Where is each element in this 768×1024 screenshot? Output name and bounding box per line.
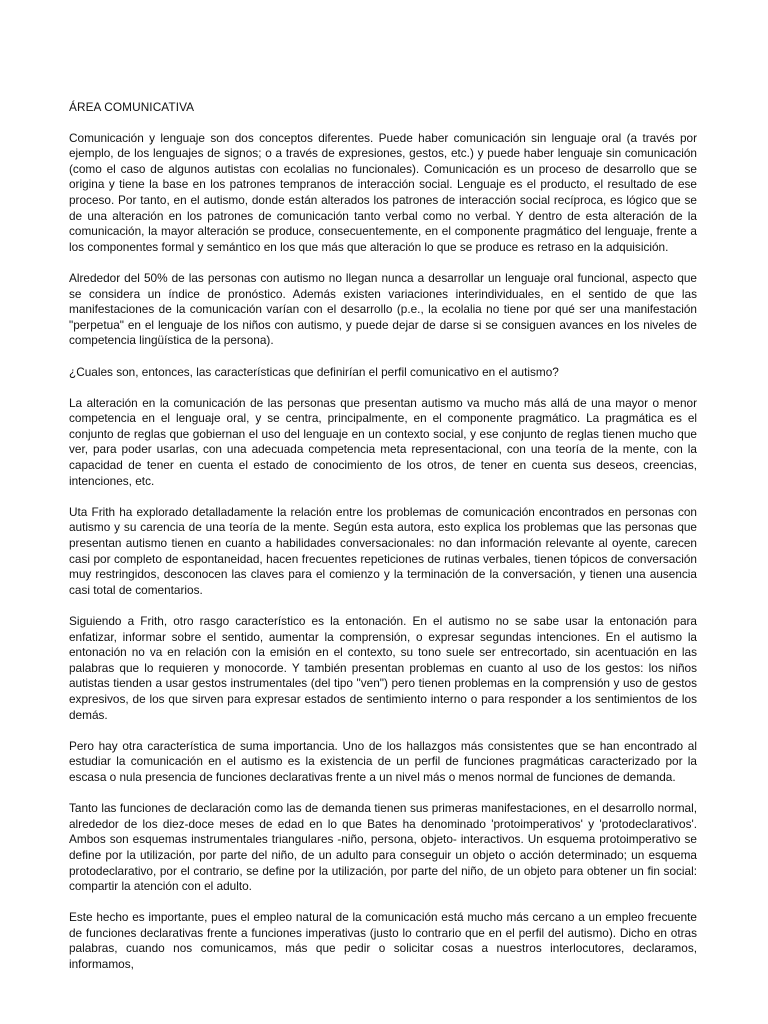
paragraph-1: Comunicación y lenguaje son dos conceptos diferentes. Puede haber comunicación sin lenguaje oral (a través por ejemplo, de los lenguajes de signos; o a través de expresiones, gestos, etc.) y puede haber lenguaje sin comunicación (como el caso de algunos autistas con ecolalias no funcionales). Comunicación es un proceso de desarrollo que se origina y tiene la base en los patrones tempranos de interacción social. Lenguaje es el producto, el resultado de ese proceso. Por tanto, en el autismo, donde están alterados los patrones de interacción social recíproca, es lógico que se de una alteración en los patrones de comunicación tanto verbal como no verbal. Y dentro de esta alteración de la comunicación, la mayor alteración se produce, consecuentemente, en el componente pragmático del lenguaje, frente a los componentes formal y semántico en los que más que alteración lo que se produce es retraso en la adquisición.	[69, 130, 697, 254]
paragraph-9: Este hecho es importante, pues el empleo natural de la comunicación está mucho más cercano a un empleo frecuente de funciones declarativas frente a funciones imperativas (justo lo contrario que en el perfil del autismo). Dicho en otras palabras, cuando nos comunicamos, más que pedir o solicitar cosas a nuestros interlocutores, declaramos, informamos,	[69, 910, 697, 972]
paragraph-7: Pero hay otra característica de suma importancia. Uno de los hallazgos más consistentes que se han encontrado al estudiar la comunicación en el autismo es la existencia de un perfil de funciones pragmáticas caracterizado por la escasa o nula presencia de funciones declarativas frente a un nivel más o menos normal de funciones de demanda.	[69, 738, 697, 784]
paragraph-3: ¿Cuales son, entonces, las características que definirían el perfil comunicativo en el autismo?	[69, 364, 559, 379]
paragraph-8: Tanto las funciones de declaración como las de demanda tienen sus primeras manifestaciones, en el desarrollo normal, alrededor de los diez-doce meses de edad en lo que Bates ha denominado 'protoimperativos' y 'protodeclarativos'. Ambos son esquemas instrumentales triangulares -niño, persona, objeto- interactivos. Un esquema protoimperativo se define por la utilización, por parte del niño, de un adulto para conseguir un objeto o acción determinado; un esquema protodeclarativo, por el contrario, se define por la utilización, por parte del niño, de un objeto para obtener un fin social: compartir la atención con el adulto.	[69, 801, 697, 894]
paragraph-5: Uta Frith ha explorado detalladamente la relación entre los problemas de comunicación encontrados en personas con autismo y su carencia de una teoría de la mente. Según esta autora, esto explica los problemas que las personas que presentan autismo tienen en cuanto a habilidades conversacionales: no dan información relevante al oyente, carecen casi por completo de espontaneidad, hacen frecuentes repeticiones de rutinas verbales, tienen tópicos de conversación muy restringidos, desconocen las claves para el comienzo y la terminación de la conversación, y tienen una ausencia casi total de comentarios.	[69, 504, 697, 597]
paragraph-6: Siguiendo a Frith, otro rasgo característico es la entonación. En el autismo no se sabe usar la entonación para enfatizar, informar sobre el sentido, aumentar la comprensión, o expresar segundas intenciones. En el autismo la entonación no va en relación con la emisión en el contexto, su tono suele ser entrecortado, sin acentuación en las palabras que lo requieren y monocorde. Y también presentan problemas en cuanto al uso de los gestos: los niños autistas tienden a usar gestos instrumentales (del tipo "ven") pero tienen problemas en la comprensión y uso de gestos expresivos, de los que sirven para expresar estados de sentimiento interno o para responder a los sentimientos de los demás.	[69, 614, 697, 722]
paragraph-2: Alrededor del 50% de las personas con autismo no llegan nunca a desarrollar un lenguaje oral funcional, aspecto que se considera un índice de pronóstico. Además existen variaciones interindividuales, en el sentido de que las manifestaciones de la comunicación varían con el desarrollo (p.e., la ecolalia no tiene por qué ser una manifestación "perpetua" en el lenguaje de los niños con autismo, y puede dejar de darse si se consiguen avances en los niveles de competencia lingüística de la persona).	[69, 270, 697, 348]
section-heading: ÁREA COMUNICATIVA	[69, 100, 195, 114]
paragraph-4: La alteración en la comunicación de las personas que presentan autismo va mucho más allá de una mayor o menor competencia en el lenguaje oral, y se centra, principalmente, en el componente pragmático. La pragmática es el conjunto de reglas que gobiernan el uso del lenguaje en un contexto social, y ese conjunto de reglas tienen mucho que ver, para poder usarlas, con una adecuada competencia meta representacional, con una teoría de la mente, con la capacidad de tener en cuenta el estado de conocimiento de los otros, de tener en cuenta sus deseos, creencias, intenciones, etc.	[69, 395, 697, 488]
document-body	[69, 100, 697, 973]
